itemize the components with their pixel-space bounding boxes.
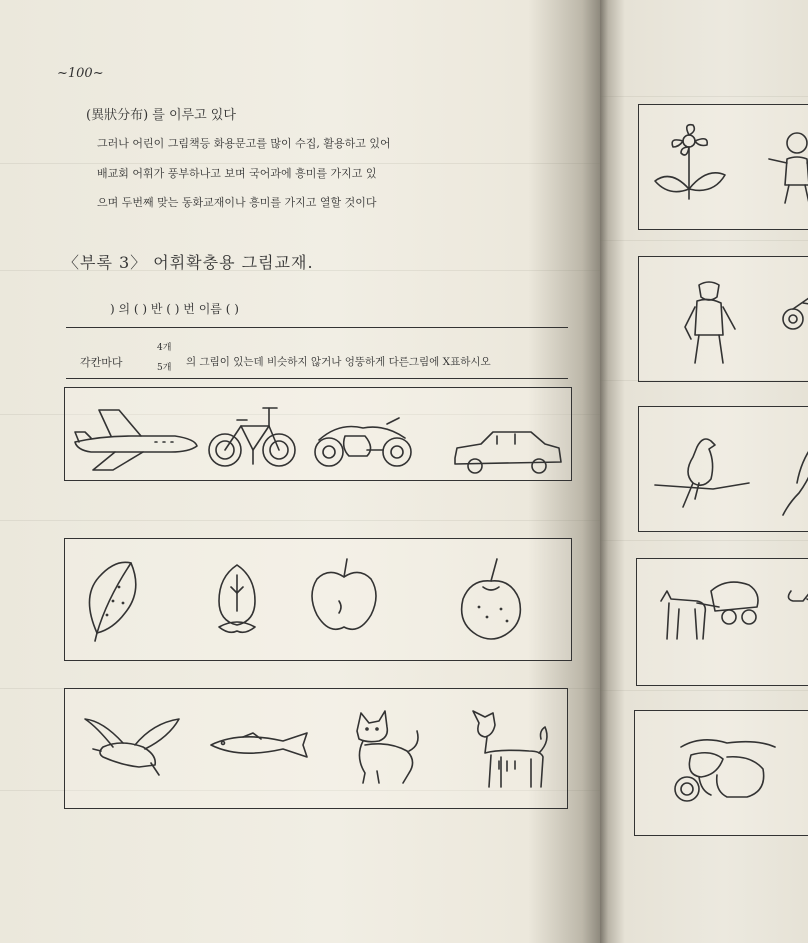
picture-box-animals: [64, 688, 568, 809]
elephant-icon: [671, 735, 781, 815]
body-line-1: (異狀分布) 를 이루고 있다: [86, 108, 236, 123]
apple-icon: [309, 555, 379, 635]
horse-wagon-icon: [657, 579, 767, 663]
bird-icon-2: [779, 431, 808, 517]
body-line-3: 배교회 어휘가 풍부하나고 보며 국어과에 흥미를 가지고 있: [97, 167, 377, 180]
fish-icon: [209, 731, 311, 761]
panel-2: [638, 256, 808, 382]
cart-icon: [779, 285, 808, 335]
leaf-icon: [85, 557, 141, 639]
instruction-sup: 4개: [157, 343, 172, 353]
car-icon: [451, 428, 563, 474]
deer-icon: [783, 579, 808, 659]
body-line-4: 으며 두번째 맞는 동화교재이나 흥미를 가지고 열할 것이다: [97, 196, 377, 209]
picture-box-vehicles: [64, 387, 572, 481]
instruction-sub: 5개: [157, 363, 172, 373]
name-row: ) 의 ( ) 반 ( ) 번 이름 ( ): [110, 302, 239, 316]
flower-icon: [653, 123, 727, 205]
picture-box-fruits: [64, 538, 572, 661]
panel-5: [634, 710, 808, 836]
panel-3: [638, 406, 808, 532]
rule-bottom: [66, 378, 568, 379]
panel-1: [638, 104, 808, 230]
pear-icon: [457, 557, 525, 643]
panel-4: [636, 558, 808, 686]
body-line-2: 그러나 어린이 그림책등 화용문고를 많이 수집, 활용하고 있어: [97, 137, 391, 150]
strawberry-icon: [211, 561, 263, 639]
cat-icon: [349, 711, 421, 785]
motorcycle-icon: [309, 414, 417, 470]
appendix-title: 〈부록 3〉 어휘확충용 그림교재.: [63, 253, 314, 272]
airplane-icon: [71, 406, 199, 464]
page-number: ~100~: [57, 66, 104, 81]
instruction-prefix: 각칸마다: [80, 356, 123, 369]
right-page: [600, 0, 808, 943]
bicycle-icon: [207, 400, 299, 472]
instruction-rest: 의 그림이 있는데 비슷하지 않거나 엉뚱하게 다른그림에 X표하시오: [186, 356, 491, 368]
dog-icon: [469, 709, 551, 789]
rule-top: [66, 327, 568, 328]
child-icon: [765, 129, 808, 205]
bird-on-branch-icon: [653, 433, 753, 509]
bird-icon: [83, 713, 183, 773]
man-icon: [679, 279, 739, 365]
